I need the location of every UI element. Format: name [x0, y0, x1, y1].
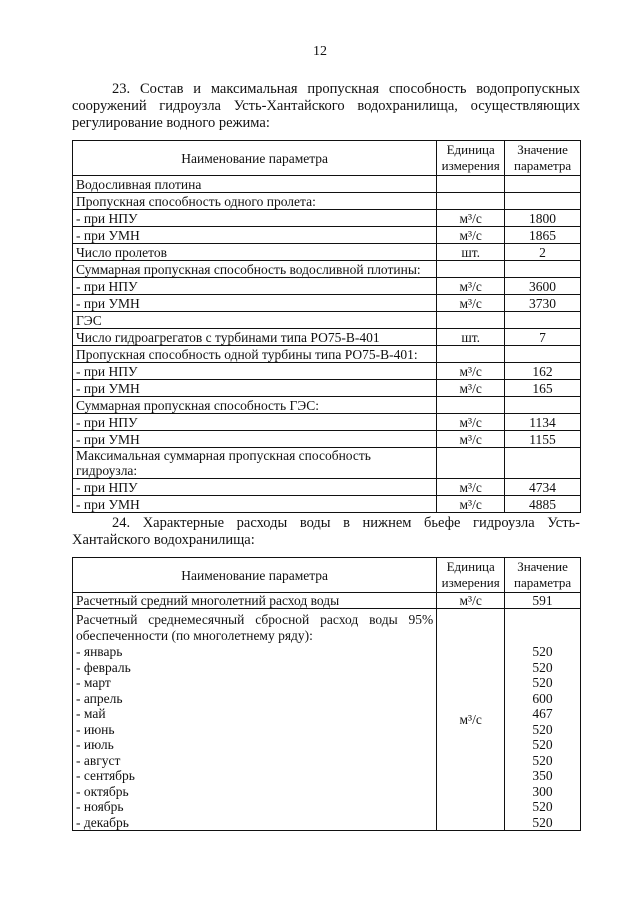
discharge-table [72, 557, 581, 831]
header-value: Значение параметра [505, 558, 581, 593]
parameter-value [505, 176, 581, 193]
table-row [73, 210, 581, 227]
parameter-unit [437, 448, 505, 479]
month-value: 520 [532, 675, 553, 690]
section-23-number: 23. [112, 81, 131, 97]
parameter-value: 1865 [505, 227, 581, 244]
parameter-value [505, 193, 581, 210]
parameter-name: - при НПУ [73, 479, 437, 496]
month-name: - январь [76, 644, 123, 659]
table-row [73, 227, 581, 244]
monthly-unit: м³/с [437, 609, 505, 831]
average-value: 591 [505, 593, 581, 609]
parameter-name: Число пролетов [73, 244, 437, 261]
parameter-value [505, 346, 581, 363]
capacity-table [72, 140, 581, 513]
parameter-name: - при НПУ [73, 363, 437, 380]
monthly-cell [73, 609, 437, 831]
parameter-unit: м³/с [437, 414, 505, 431]
group-row [73, 397, 581, 414]
header-parameter-name: Наименование параметра [73, 141, 437, 176]
section-24-number: 24. [112, 515, 131, 531]
month-name: - октябрь [76, 783, 129, 799]
month-name: - июль [76, 737, 114, 752]
group-row [73, 261, 581, 278]
section-24-heading [72, 515, 580, 549]
parameter-value [505, 261, 581, 278]
parameter-value [505, 448, 581, 479]
table-row [73, 278, 581, 295]
month-name: - август [76, 752, 121, 768]
month-value: 520 [532, 644, 553, 659]
parameter-name: ГЭС [73, 312, 437, 329]
parameter-unit: м³/с [437, 278, 505, 295]
parameter-value [505, 397, 581, 414]
parameter-name: Водосливная плотина [73, 176, 437, 193]
header-unit: Единица измерения [437, 558, 505, 593]
section-24-text: Характерные расходы воды в нижнем бьефе гидроузла Усть-Хантайского водохранилища: [72, 515, 581, 548]
table-row [73, 496, 581, 513]
parameter-value: 4734 [505, 479, 581, 496]
group-row [73, 346, 581, 363]
parameter-name: Суммарная пропускная способность водосливной плотины: [73, 261, 437, 278]
parameter-unit: шт. [437, 244, 505, 261]
monthly-row [73, 609, 581, 831]
parameter-name: - при УМН [73, 380, 437, 397]
month-name: - декабрь [76, 814, 129, 830]
table-row [73, 244, 581, 261]
parameter-unit [437, 346, 505, 363]
parameter-value: 7 [505, 329, 581, 346]
month-name: - май [76, 706, 106, 721]
group-row [73, 448, 581, 479]
parameter-unit [437, 397, 505, 414]
parameter-name: Пропускная способность одного пролета: [73, 193, 437, 210]
parameter-unit: м³/с [437, 295, 505, 312]
month-name: - март [76, 675, 111, 690]
table-row [73, 479, 581, 496]
month-value: 520 [532, 799, 553, 814]
month-value: 300 [532, 783, 553, 799]
parameter-value: 4885 [505, 496, 581, 513]
table-row [73, 431, 581, 448]
parameter-unit: м³/с [437, 210, 505, 227]
month-name-list [76, 644, 433, 830]
parameter-name: Число гидроагрегатов с турбинами типа РО75-В-401 [73, 329, 437, 346]
header-unit: Единица измерения [437, 141, 505, 176]
month-value: 520 [532, 737, 553, 752]
monthly-name: Расчетный среднемесячный сбросной расход воды 95% обеспеченности (по многолетнему ряду): [76, 612, 434, 643]
parameter-unit [437, 312, 505, 329]
month-value: 520 [532, 721, 553, 737]
group-row [73, 312, 581, 329]
parameter-value: 2 [505, 244, 581, 261]
parameter-name: - при УМН [73, 227, 437, 244]
month-name: - ноябрь [76, 799, 124, 814]
month-value-list [508, 644, 577, 830]
table-row [73, 363, 581, 380]
group-row [73, 176, 581, 193]
parameter-name: - при НПУ [73, 210, 437, 227]
parameter-name: Суммарная пропускная способность ГЭС: [73, 397, 437, 414]
parameter-name: Максимальная суммарная пропускная способность гидроузла: [73, 448, 437, 479]
table-row [73, 295, 581, 312]
page-number: 12 [313, 44, 327, 59]
month-value: 520 [532, 659, 553, 675]
parameter-value: 165 [505, 380, 581, 397]
parameter-unit: м³/с [437, 227, 505, 244]
table-row [73, 414, 581, 431]
table-row [73, 380, 581, 397]
parameter-value: 1134 [505, 414, 581, 431]
parameter-unit [437, 261, 505, 278]
monthly-values-cell [505, 609, 581, 831]
parameter-name: Пропускная способность одной турбины типа РО75-В-401: [73, 346, 437, 363]
parameter-unit: м³/с [437, 363, 505, 380]
section-23-heading [72, 81, 580, 132]
parameter-unit: м³/с [437, 496, 505, 513]
month-value: 600 [532, 690, 553, 706]
month-value: 520 [532, 814, 553, 830]
parameter-name: - при УМН [73, 496, 437, 513]
header-value: Значение параметра [505, 141, 581, 176]
month-name: - июнь [76, 721, 115, 737]
parameter-value: 3730 [505, 295, 581, 312]
group-row [73, 193, 581, 210]
section-23-text: Состав и максимальная пропускная способность водопропускных сооружений гидроузла Усть-Хантайского водохранилища, осуществляющих регулирование водного режима: [72, 81, 580, 131]
table-header-row [73, 141, 581, 176]
month-value: 520 [532, 752, 553, 768]
parameter-name: - при УМН [73, 295, 437, 312]
parameter-name: - при УМН [73, 431, 437, 448]
parameter-value [505, 312, 581, 329]
parameter-value: 1800 [505, 210, 581, 227]
parameter-unit: м³/с [437, 431, 505, 448]
month-name: - сентябрь [76, 768, 135, 783]
table-row [73, 329, 581, 346]
parameter-unit [437, 176, 505, 193]
average-name: Расчетный средний многолетний расход воды [73, 593, 437, 609]
parameter-unit: м³/с [437, 479, 505, 496]
average-unit: м³/с [437, 593, 505, 609]
month-value: 467 [532, 706, 553, 721]
parameter-unit [437, 193, 505, 210]
parameter-value: 162 [505, 363, 581, 380]
month-value: 350 [532, 768, 553, 783]
parameter-unit: шт. [437, 329, 505, 346]
month-name: - апрель [76, 690, 123, 706]
month-name: - февраль [76, 659, 131, 675]
parameter-value: 3600 [505, 278, 581, 295]
parameter-name: - при НПУ [73, 414, 437, 431]
table-header-row [73, 558, 581, 593]
parameter-name: - при НПУ [73, 278, 437, 295]
parameter-unit: м³/с [437, 380, 505, 397]
parameter-value: 1155 [505, 431, 581, 448]
average-row [73, 593, 581, 609]
header-parameter-name: Наименование параметра [73, 558, 437, 593]
